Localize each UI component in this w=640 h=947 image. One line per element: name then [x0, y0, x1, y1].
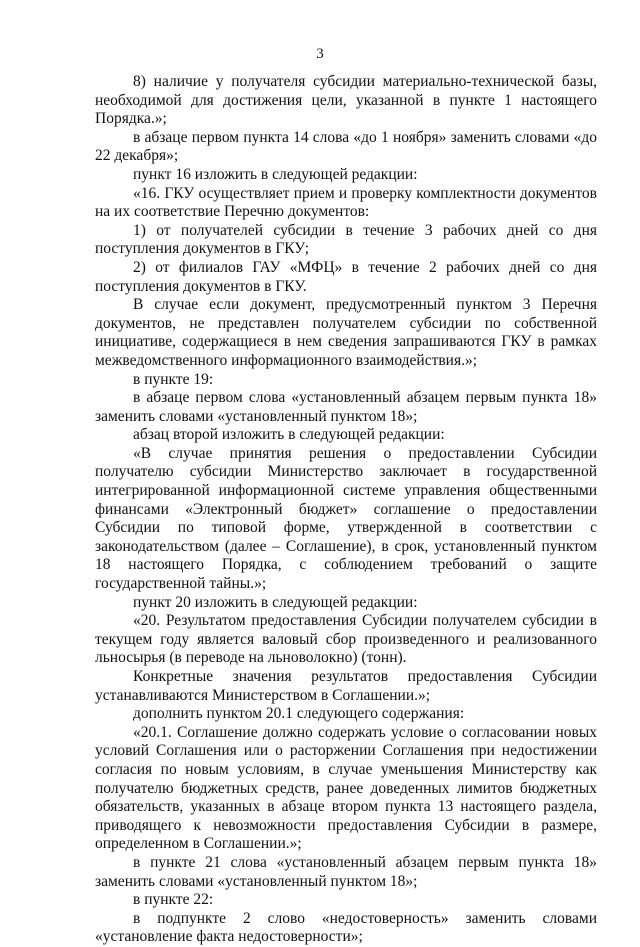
paragraph: в пункте 22:: [133, 891, 214, 909]
paragraph: «20. Результатом предоставления Субсидии получателем субсидии в текущем году является валовый сбор произведенного и реализованного льносырья (в переводе на льноволокно) (тонн).: [95, 612, 597, 667]
paragraph: 1) от получателей субсидии в течение 3 рабочих дней со дня поступления документов в ГКУ;: [95, 221, 597, 258]
paragraph: Конкретные значения результатов предоставления Субсидии устанавливаются Министерством в Соглашении.»;: [95, 668, 597, 704]
paragraph: в абзаце первом пункта 14 слова «до 1 ноября» заменить словами «до 22 декабря»;: [95, 128, 597, 165]
paragraph: В случае если документ, предусмотренный пунктом 3 Перечня документов, не представлен получателем субсидии по собственной инициативе, содержащиеся в нем сведения запрашиваются ГКУ в рамках межведомственного информационного взаимодействия.»;: [95, 296, 597, 369]
paragraph: «20.1. Соглашение должно содержать условие о согласовании новых условий Соглашения или о расторжении Соглашения при недостижении согласия по новым условиям, в случае уменьшения Министерству как получателю бюджетных средств, ранее доведенных лимитов бюджетных обязательств, указанных в абзаце втором пункта 13 настоящего раздела, приводящего к невозможности предоставления Субсидии в размере, определенном в Соглашении.»;: [95, 723, 597, 853]
paragraph: в абзаце первом слова «установленный абзацем первым пункта 18» заменить словами «установленный пунктом 18»;: [95, 389, 597, 425]
paragraph: «16. ГКУ осуществляет прием и проверку комплектности документов на их соответствие Перечню документов:: [95, 184, 597, 221]
paragraph: в пункте 19:: [133, 370, 214, 388]
paragraph: пункт 20 изложить в следующей редакции:: [133, 593, 418, 611]
paragraph: абзац второй изложить в следующей редакции:: [133, 426, 445, 444]
paragraph: 2) от филиалов ГАУ «МФЦ» в течение 2 рабочих дней со дня поступления документов в ГКУ.: [95, 258, 597, 295]
paragraph: пункт 16 изложить в следующей редакции:: [133, 165, 418, 183]
document-body: [95, 73, 597, 947]
paragraph: «В случае принятия решения о предоставлении Субсидии получателю субсидии Министерство заключает в государственной интегрированной информационной системе управления общественными финансами «Электронный бюджет» соглашение о предоставлении Субсидии по типовой форме, утвержденной в соответствии с законодательством (далее – Соглашение), в срок, установленный пунктом 18 настоящего Порядка, с соблюдением требований о защите государственной тайны.»;: [95, 444, 597, 593]
paragraph: дополнить пунктом 20.1 следующего содержания:: [133, 705, 465, 723]
paragraph: в пункте 21 слова «установленный абзацем первым пункта 18» заменить словами «установленный пунктом 18»;: [95, 853, 597, 890]
paragraph: 8) наличие у получателя субсидии материально-технической базы, необходимой для достижения цели, указанной в пункте 1 настоящего Порядка.»;: [95, 73, 597, 128]
page-number: 3: [316, 46, 324, 62]
paragraph: в подпункте 2 слово «недостоверность» заменить словами «установление факта недостоверности»;: [95, 909, 597, 946]
